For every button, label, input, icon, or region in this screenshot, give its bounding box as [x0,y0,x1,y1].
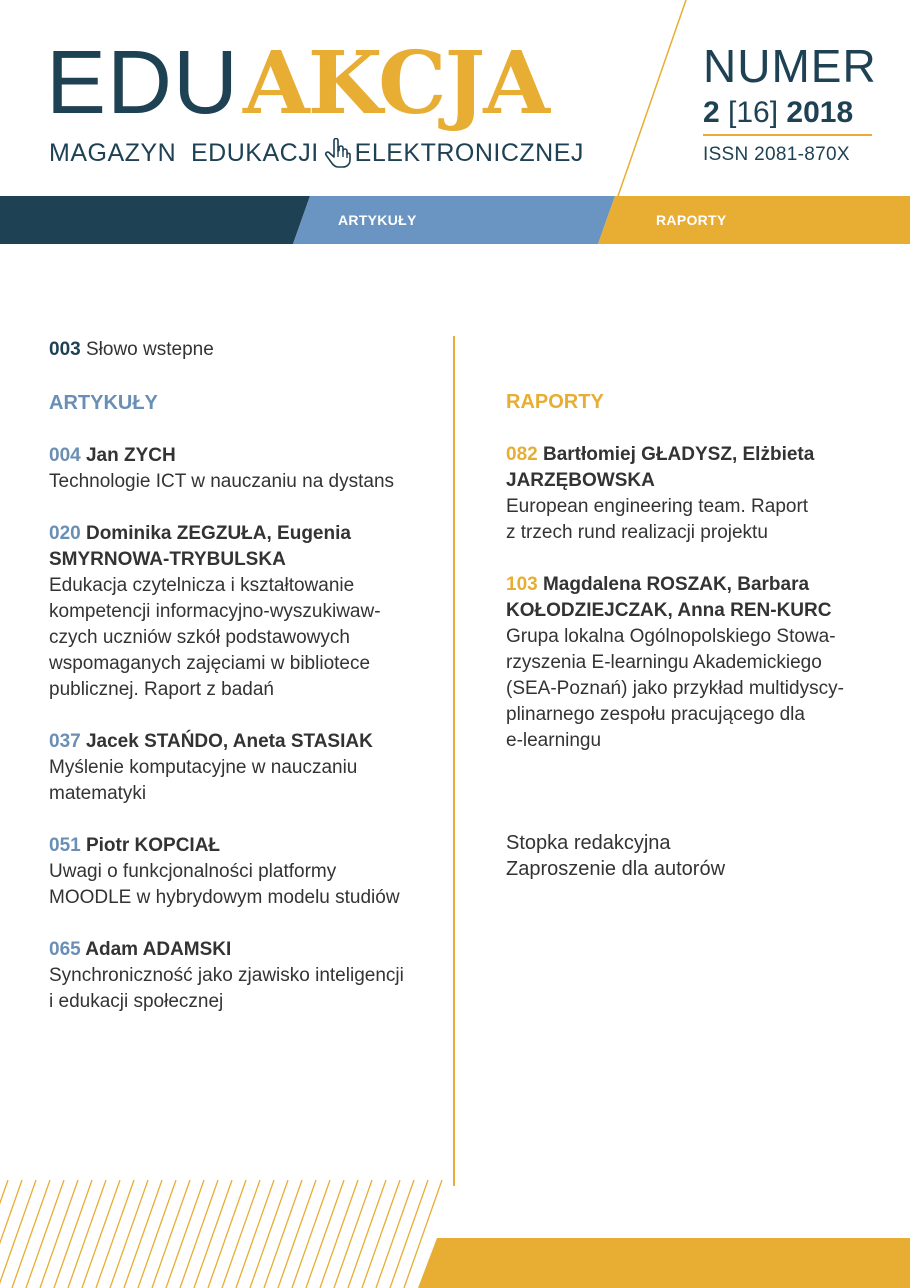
report-page: 082 [506,444,538,465]
article-authors: Dominika ZEGZUŁA, Eugenia [85,523,351,544]
article-entry[interactable] [49,729,439,807]
article-authors: Jan ZYCH [85,445,176,466]
footer-links [506,830,725,882]
article-title: Uwagi o funkcjonalności platformy [49,861,337,882]
contents-right-column [506,388,866,754]
report-authors: Bartłomiej GŁADYSZ, Elżbieta [542,444,815,465]
report-title: rzyszenia E-learningu Akademickiego [506,652,822,673]
column-divider [453,336,455,1186]
article-authors: Adam ADAMSKI [85,939,232,960]
article-title: kompetencji informacyjno-wyszukiwaw- [49,601,381,622]
issn: ISSN 2081-870X [703,144,850,165]
nav-band-gold [598,196,910,244]
report-title: (SEA-Poznań) jako przykład multidyscy- [506,678,844,699]
issue-year: 2018 [786,96,854,129]
tagline-right: ELEKTRONICZNEJ [354,139,584,167]
report-entry[interactable] [506,442,866,546]
issue-info [703,96,853,130]
authors-invitation-link[interactable]: Zaproszenie dla autorów [506,858,726,880]
nav-reports-link[interactable]: RAPORTY [656,212,727,228]
reports-heading: RAPORTY [506,391,604,413]
hatch-pattern [0,1180,456,1288]
report-authors: Magdalena ROSZAK, Barbara [542,574,810,595]
report-title: z trzech rund realizacji projektu [506,522,768,543]
numer-label: NUMER [703,40,877,92]
issue-rule [703,134,872,136]
logo-edu: EDU [46,33,240,133]
article-entry[interactable] [49,833,439,911]
bottom-decoration [0,1180,910,1288]
report-authors: JARZĘBOWSKA [506,470,655,491]
article-page: 051 [49,835,81,856]
logo-akcja: AKCJA [243,33,549,134]
article-title: MOODLE w hybrydowym modelu studiów [49,887,400,908]
article-entry[interactable] [49,937,439,1015]
nav-band-navy [0,196,310,244]
article-page: 004 [49,445,81,466]
nav-band [0,196,910,244]
article-title: publicznej. Raport z badań [49,679,274,700]
article-title: Edukacja czytelnicza i kształtowanie [49,575,355,596]
article-authors: Jacek STAŃDO, Aneta STASIAK [85,731,373,752]
article-title: Synchroniczność jako zjawisko inteligencji [49,965,404,986]
issue-number: 2 [703,96,720,129]
report-title: Grupa lokalna Ogólnopolskiego Stowa- [506,626,836,647]
bottom-gold-bar [418,1238,910,1288]
tagline-left: MAGAZYN EDUKACJI [49,139,319,167]
article-title: Myślenie komputacyjne w nauczaniu [49,757,358,778]
article-authors: Piotr KOPCIAŁ [85,835,221,856]
articles-heading: ARTYKUŁY [49,392,158,414]
article-page: 037 [49,731,81,752]
report-title: European engineering team. Raport [506,496,809,517]
article-title: wspomaganych zajęciami w bibliotece [49,653,371,674]
contents-left-column [49,337,439,1015]
report-title: plinarnego zespołu pracującego dla [506,704,805,725]
masthead-link[interactable]: Stopka redakcyjna [506,832,671,854]
article-authors: SMYRNOWA-TRYBULSKA [49,549,286,570]
nav-articles-link[interactable]: ARTYKUŁY [338,212,417,228]
report-title: e-learningu [506,730,602,751]
article-page: 020 [49,523,81,544]
report-authors: KOŁODZIEJCZAK, Anna REN-KURC [506,600,832,621]
article-title: czych uczniów szkół podstawowych [49,627,350,648]
article-title: i edukacji społecznej [49,991,224,1012]
article-entry[interactable] [49,443,439,495]
issue-total: [16] [728,96,779,129]
report-entry[interactable] [506,572,866,754]
article-title: matematyki [49,783,147,804]
intro-title: Słowo wstepne [85,339,214,360]
article-entry[interactable] [49,521,439,703]
article-title: Technologie ICT w nauczaniu na dystans [49,471,395,492]
article-page: 065 [49,939,81,960]
intro-page: 003 [49,339,81,360]
intro-entry[interactable] [49,337,439,363]
report-page: 103 [506,574,538,595]
